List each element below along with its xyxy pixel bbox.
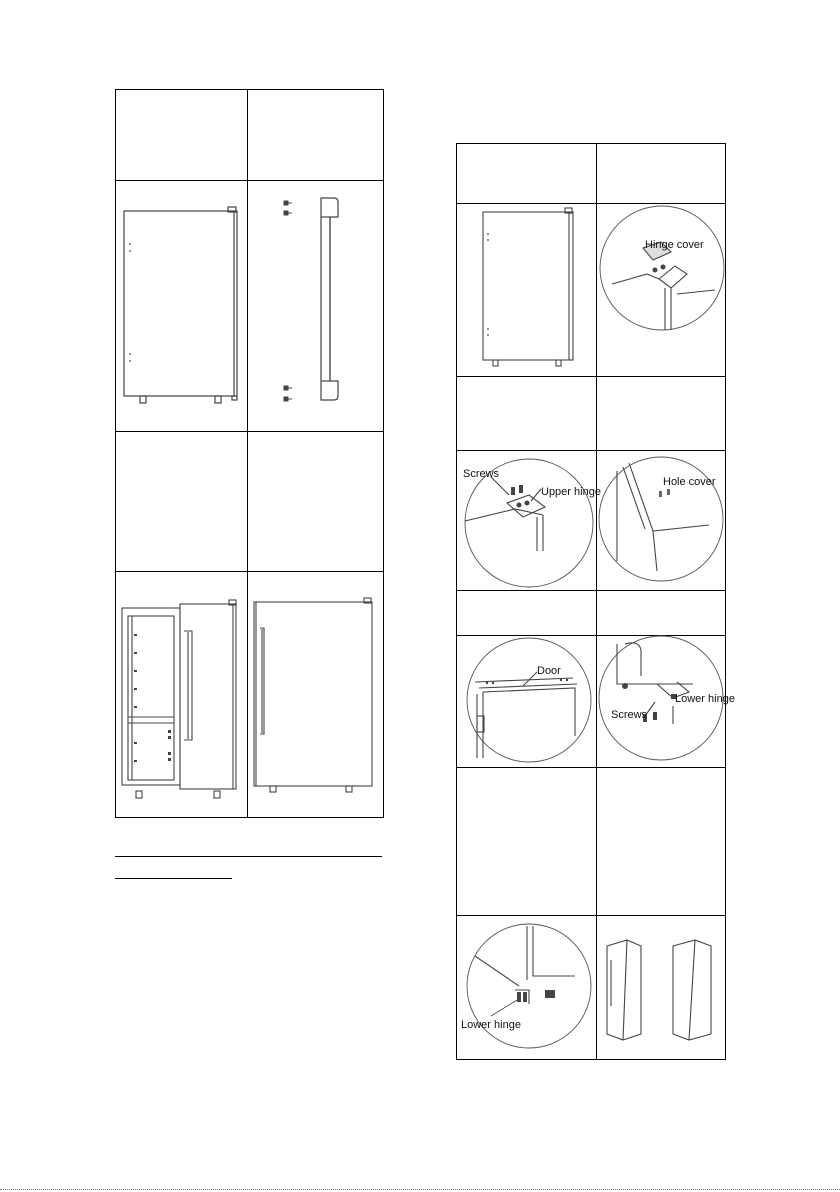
left-illustration-table (115, 89, 384, 818)
two-cabinets-drawing (597, 916, 726, 1060)
open-cabinet-drawing (116, 572, 248, 818)
lower-hinge-left-label: Lower hinge (461, 1019, 521, 1031)
underline-rule-2 (115, 878, 232, 879)
right-illustration-table (456, 143, 735, 1060)
two-cabinets-figure-cell (597, 916, 726, 1060)
upper-hinge-drawing (457, 451, 601, 591)
hole-cover-label: Hole cover (663, 476, 716, 488)
right-text-cell-7b (597, 768, 726, 916)
underline-rule-1 (115, 856, 382, 857)
upper-hinge-label: Upper hinge (541, 486, 601, 498)
cabinet-front-drawing (457, 204, 597, 377)
open-cabinet-figure-cell (116, 572, 248, 818)
left-text-cell-1a (116, 90, 248, 181)
screws-top-label: Screws (463, 468, 500, 480)
door-panel-figure-cell (116, 181, 248, 432)
left-text-cell-1b (248, 90, 384, 181)
door-label: Door (537, 665, 561, 677)
hinge-cover-drawing (597, 204, 726, 377)
page-bottom-dotted-rule (0, 1189, 840, 1190)
right-text-cell-3a (457, 377, 597, 451)
left-text-cell-3a (116, 432, 248, 572)
hole-cover-figure-cell (597, 451, 726, 591)
hole-cover-drawing (597, 451, 726, 591)
right-text-cell-3b (597, 377, 726, 451)
handle-figure-cell (248, 181, 384, 432)
closed-cabinet-figure-cell (248, 572, 384, 818)
right-text-cell-1b (597, 144, 726, 204)
door-removal-drawing (457, 636, 597, 768)
right-text-cell-7a (457, 768, 597, 916)
lower-hinge-install-drawing (457, 916, 597, 1060)
lower-hinge-install-figure-cell (457, 916, 597, 1060)
right-text-cell-1a (457, 144, 597, 204)
hinge-cover-figure-cell (597, 204, 726, 377)
right-text-cell-5a (457, 591, 597, 636)
closed-cabinet-drawing (248, 572, 384, 818)
door-panel-drawing (116, 181, 248, 432)
screws-bottom-label: Screws (611, 709, 648, 721)
upper-hinge-figure-cell (457, 451, 601, 591)
lower-hinge-drawing (597, 636, 735, 768)
right-text-cell-5b (597, 591, 726, 636)
lower-hinge-figure-cell (597, 636, 735, 768)
lower-hinge-right-label: Lower hinge (675, 693, 735, 705)
handle-drawing (248, 181, 384, 432)
hinge-cover-label: Hinge cover (645, 239, 704, 251)
cabinet-front-figure-cell (457, 204, 597, 377)
door-removal-figure-cell (457, 636, 597, 768)
left-text-cell-3b (248, 432, 384, 572)
